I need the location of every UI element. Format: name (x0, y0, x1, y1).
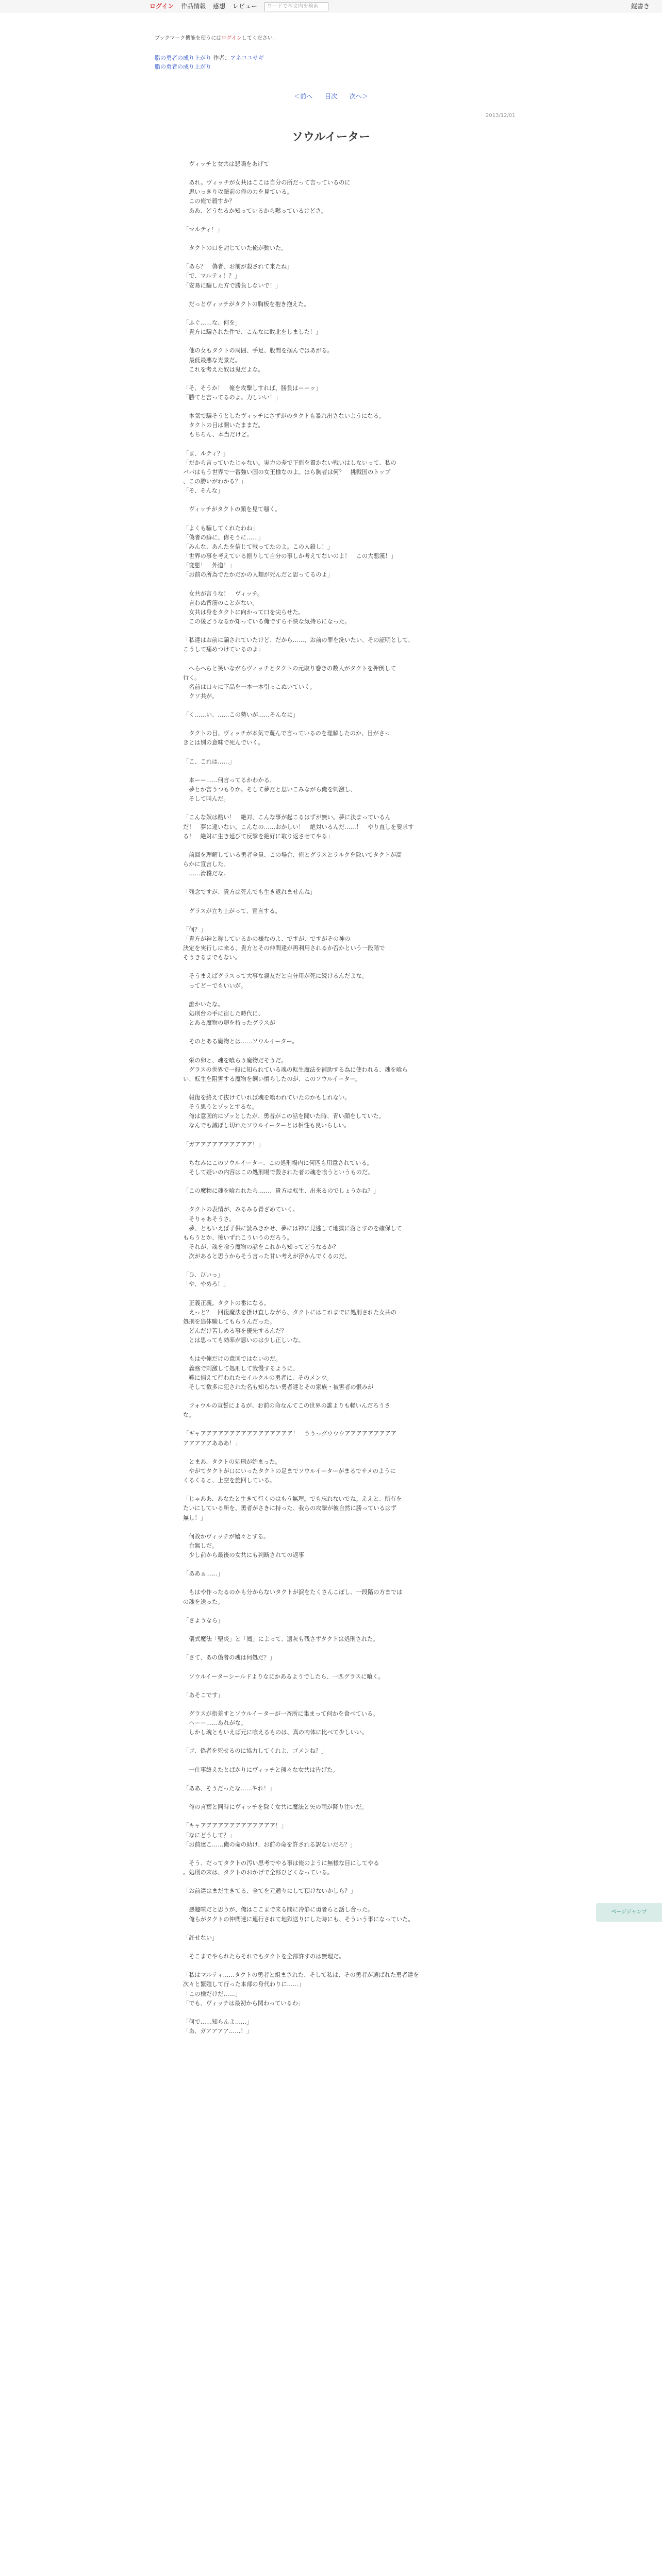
body-line (183, 1177, 492, 1187)
body-line: そう思うとゾッとするな。 (183, 1104, 258, 1111)
body-line (183, 1663, 492, 1672)
body-line: 儀式魔法「聖炎」と「鳳」によって、遺灰も残さずタクトは処刑された。 (183, 1636, 379, 1643)
body-line: 「ふぐ……な、何を」 (183, 319, 241, 327)
body-line (183, 1560, 492, 1569)
body-line (183, 169, 492, 178)
body-line: ヴィッチがタクトの顔を見て嗤く。 (183, 506, 281, 513)
body-line: 俺の言葉と同時にヴィッチを除く女共に魔法と矢の雨が降り注いだ。 (183, 1804, 368, 1811)
body-line: 「さて、あの偽者の魂は何処だ？」 (183, 1654, 275, 1662)
body-line (183, 962, 492, 972)
notice-text-after: してください。 (241, 36, 278, 41)
body-line: 「あ、ガアアアア……！」 (183, 2028, 252, 2035)
body-line: 最低最悪な光景だ。 (183, 357, 241, 364)
body-line: ちなみにこのソウルイーター、この処刑場内に何匹も用意されている。 (183, 1159, 373, 1166)
body-line: グラスの世界で一般に知られている魂の転生魔法を補助する為に使われる、魂を喰ら (183, 1066, 408, 1073)
body-line: へらへらと笑いながらヴィッチとタクトの元取り巻きの数人がタクトを押倒して (183, 665, 396, 672)
chapter-body (183, 160, 492, 2036)
body-line: 夢とか言うつもりか。そして夢だと思いこみながら俺を刺激し、 (183, 786, 356, 793)
body-line: アアアアアあああ！」 (183, 1439, 241, 1447)
body-line (183, 1261, 492, 1270)
body-line: 「でも、ヴィッチは最初から関わっているわ」 (183, 1999, 304, 2007)
body-line (183, 1625, 492, 1635)
body-line (183, 375, 492, 384)
top-navigation-bar (0, 0, 662, 12)
body-line: 正義正義。タクトの番になる。 (183, 1299, 270, 1307)
novel-meta (155, 54, 264, 71)
page-jump-button[interactable]: ページジャンプ (596, 1903, 662, 1922)
body-line: 「ゴ、偽者を死せるのに協力してくれよ、ゴメンね？」 (183, 1748, 327, 1755)
body-line (183, 291, 492, 300)
body-line: 「貴方が神と称しているかの様なのよ、ですが、ですがその神の (183, 936, 351, 942)
nav-item-info[interactable]: 作品情報 (181, 3, 206, 10)
body-line: 処刑を追体験してもらうんだった。 (183, 1318, 276, 1325)
body-line: 「何で……知らんよ……」 (183, 2018, 253, 2025)
body-line: 「こんな奴は酷い！ 絶対、こんな事が起こるはずが無い。夢に決まっているん (183, 814, 391, 821)
body-line (183, 1850, 492, 1859)
body-line: ……滑稽だな。 (183, 870, 229, 877)
body-line: ああ、どうなるか知っているから黙っているけどさ。 (183, 207, 327, 214)
body-line: 報復を終えて抜けていれば魂を喰われていたのかもしれない。 (183, 1094, 351, 1101)
body-line (183, 767, 492, 776)
body-line (183, 1084, 492, 1093)
body-line: 「お前達こ……俺の命の助け、お前の命を許される訳ないだろ？」 (183, 1841, 356, 1848)
body-line (183, 1943, 492, 1952)
body-line: 栄の卵と、魂を喰らう魔物だそうだ。 (183, 1057, 287, 1064)
prev-link[interactable]: ＜前へ (294, 93, 313, 100)
body-line: ソウルイーターシールドよりなにかあるようでしたら、一匹グラスに喰く。 (183, 1673, 384, 1680)
body-line: 何故かヴィッチが嬉々とする。 (183, 1533, 270, 1540)
body-line (183, 253, 492, 262)
body-line: そう、だってタクトの汚い思考でやる事は俺のように無様な目にしてやる (183, 1859, 379, 1867)
series-title-link[interactable]: 脂の勇者の成り上がり (155, 55, 211, 61)
body-line: 「ひ、ひいっ」 (183, 1272, 223, 1279)
body-line: 「あそこです」 (183, 1691, 224, 1699)
body-line (183, 337, 492, 346)
body-line: もはや俺だけの意図ではないのだ。 (183, 1355, 282, 1363)
body-line: 俺らがタクトの仲間達に連行されて地獄送りにした時にも、そういう事になっていた。 (183, 1916, 414, 1923)
body-line (183, 1448, 492, 1458)
body-line (183, 991, 492, 1000)
body-line (183, 720, 492, 729)
body-line: 、この勝いがわかる？」 (183, 478, 247, 485)
body-line: 「お前の所為でたかだかの人類が死んだと思ってるのよ」 (183, 571, 333, 579)
body-line (183, 1607, 492, 1616)
body-line: タクトの口を封じていた俺が動いた。 (183, 245, 287, 252)
body-line: そして数多に犯された名も知らない勇者達とその家族・被害者の恨みが (183, 1383, 374, 1391)
body-line: の魂を送った。 (183, 1598, 224, 1605)
body-line: 「お前達はまだ生きてる、全てを元通りにして頂けないかしら？」 (183, 1888, 356, 1895)
publish-date: 2013/12/01 (486, 113, 516, 118)
next-link[interactable]: 次へ＞ (349, 93, 368, 100)
body-line: タクトの目、ヴィッチが本気で蔑んで言っているのを理解したのか、目がさっ (183, 730, 391, 737)
header-nav (150, 0, 334, 12)
body-line: 「残念ですが、貴方は死んでも生き返れませんね」 (183, 889, 316, 896)
body-line: 少し前から最後の女共にも判断されての返事 (183, 1551, 304, 1558)
body-line: 「なにどうして？」 (183, 1832, 235, 1839)
body-line: たいにしている所を、勇者がさきに持った、我らの攻撃が彼自然に勝っているはず (183, 1505, 396, 1512)
body-line: 無し！」 (183, 1514, 206, 1521)
body-line: 他の女もタクトの周囲、手足、股間を掴んではあがる。 (183, 347, 333, 354)
body-line (183, 916, 492, 925)
body-line: この俺で殺すか？ (183, 198, 235, 205)
body-line: 本気で騙そうとしたヴィッチにさずがのタクトも暴れ出さないようになる。 (183, 413, 385, 420)
body-line: 「キャアアアアアアアアアアアアア！」 (183, 1822, 287, 1829)
body-line (183, 1924, 492, 1934)
body-line: とある魔物の卵を持ったグラスが (183, 1020, 275, 1027)
body-line: そうきるまでもない。 (183, 954, 241, 961)
body-line: この後どうなるか知っている俺ですら不快な気持ちになった。 (183, 618, 351, 625)
body-line: そこまでやられたらそれでもタクトを全部許すのは無理だ。 (183, 1953, 345, 1960)
body-line: 「あら？ 偽者、お前が殺されて来たね」 (183, 263, 293, 270)
body-line: そのとある魔物とは……ソウルイーター。 (183, 1038, 298, 1045)
body-line: 前回を理解している勇者全員、この場合、俺とグラスとラルクを除いてタクトが高 (183, 851, 402, 858)
body-line: タクトの目は開いたままだ。 (183, 422, 264, 429)
author-link[interactable]: アネコユサギ (230, 55, 264, 61)
body-line: フォウルの宣誓によるが、お前の命なんてこの世界の誰よりも軽いんだろうさ (183, 1402, 390, 1410)
body-line: 「勝てと言ってるのよ。力しいい！」 (183, 394, 282, 401)
body-line: 女共は身をタクトに向かって口を尖らせた。 (183, 608, 304, 616)
body-line (183, 1149, 492, 1159)
body-line (183, 1737, 492, 1747)
body-line (183, 1682, 492, 1691)
body-line (183, 1046, 492, 1056)
body-line: 「こ、これは……」 (183, 758, 235, 765)
body-line: えっと？ 回復魔法を掛け直しながら、タクトにはこれまでに処刑された女共の (183, 1309, 396, 1316)
body-line: こうして痛めつけているのよ」 (183, 646, 264, 653)
body-line: もはや作ったるのかも分からないタクトが涙をたくさんこぼし、一段階の方までは (183, 1589, 403, 1596)
notice-text-before: ブックマーク機能を使うには (155, 36, 222, 41)
body-line (183, 1196, 492, 1205)
body-line (183, 580, 492, 589)
body-line: そして叫んだ。 (183, 795, 229, 803)
body-line: ヴィッチと女共は悲鳴をあげて (183, 161, 270, 167)
body-line (183, 804, 492, 813)
body-line: 「そ、そうか！ 俺を攻撃しすれば、勝負はーーッ」 (183, 384, 322, 392)
body-line: もちろん、本当だけど。 (183, 431, 253, 438)
body-line: 悪趣味だと思うが、俺はここまで来る間に冷静に勇者らと話し合った。 (183, 1906, 374, 1913)
body-line (183, 1485, 492, 1495)
body-line (183, 1700, 492, 1709)
body-line: 思いっきり攻撃前の俺の力を見ている。 (183, 189, 293, 196)
notice-login-link[interactable]: ログイン (221, 36, 242, 41)
body-line: 「安易に騙した方で勝負しないで！」 (183, 282, 282, 289)
body-line: ってどーでもいいが。 (183, 982, 247, 989)
body-line (183, 402, 492, 412)
body-line: そりゃあそうさ。 (183, 1215, 235, 1223)
nav-item-review[interactable]: レビュー (232, 3, 257, 10)
body-line: 「だから言っていたじゃない。実力の差で下剋を置かない戦いはしないって、私の (183, 459, 396, 466)
body-line: 処刑台の手に宿した時代に、 (183, 1010, 264, 1017)
body-line (183, 1812, 492, 1821)
body-line: 台無しだ。 (183, 1542, 218, 1549)
body-line: 女共が言うな！ ヴィッチ。 (183, 590, 263, 597)
body-line (183, 1579, 492, 1588)
body-line (183, 1345, 492, 1354)
body-line (183, 1793, 492, 1803)
body-line: 「許せない」 (183, 1934, 218, 1941)
body-line: 「で、マルティ！？」 (183, 273, 240, 280)
body-line: 誰かいたな。 (183, 1001, 224, 1008)
body-line: そうまえばグラスって大事な親友だと自分用が死に続けるんだよな。 (183, 973, 368, 980)
body-line: パパはもう世界で一番強い国の女王様なのよ。ほら胸者は何？ 挑戦国のトップ (183, 468, 391, 476)
body-line (183, 1644, 492, 1653)
author-label: 作者： (213, 55, 230, 61)
body-line: 難に捕えて行われたセイルクルの勇者に、そのメンツ。 (183, 1374, 333, 1381)
body-line: 「マルティ！」 (183, 226, 223, 233)
body-line: 義務で刺激して処刑して我慢するように、 (183, 1365, 299, 1372)
body-line (183, 748, 492, 757)
body-line: だ！ 夢に違いない。こんなの……おかしい！ 絶対いるんだ……！ やり直しを要求す (183, 823, 414, 831)
body-line (183, 1028, 492, 1037)
body-line: なんでも滅ぼし切れたソウルイーターとは相性も良いらしい。 (183, 1122, 350, 1129)
toc-link[interactable]: 目次 (324, 93, 337, 100)
body-line (183, 1961, 492, 1971)
body-line (183, 1392, 492, 1401)
body-line: 名前は口々に下品を一本一本引っこぬいていく。 (183, 683, 316, 690)
body-line: 「私達はお前に騙されていたけど、だから……、お前の罪を洗いたい、その証明として、 (183, 637, 414, 644)
body-line: グラスが立ち上がって、宣言する。 (183, 907, 281, 914)
body-line (183, 701, 492, 710)
body-line: 「何？」 (183, 926, 206, 933)
body-line: 次があると思うからそう言った甘い考えが浮かんでくるのだ。 (183, 1253, 351, 1260)
chapter-title: ソウルイーター (291, 131, 371, 144)
nav-item-impressions[interactable]: 感想 (213, 3, 226, 10)
body-line (183, 309, 492, 318)
body-line: きとは別の意味で死んでいく。 (183, 739, 264, 747)
body-line (183, 654, 492, 664)
body-line: クソ共が。 (183, 692, 218, 700)
body-line (183, 440, 492, 449)
body-line (183, 1775, 492, 1784)
body-line: 俺は意図的にゾッとしたが、勇者がこの話を聞いた時、青い顔をしていた。 (183, 1113, 385, 1120)
body-line (183, 1420, 492, 1429)
body-line: 「く……い、……この勢いが……そんなに」 (183, 711, 299, 719)
body-line: 夢、ともいえば子供に読みきかせ、夢には神に見逃して地獄に落とすのを確保して (183, 1225, 402, 1232)
body-line (183, 1896, 492, 1905)
body-line (183, 496, 492, 505)
vertical-writing-link[interactable]: 縦書き (631, 3, 650, 10)
body-line: グラスが指差すとソウルイーターが一斉所に集まって何かを食べている。 (183, 1710, 379, 1717)
body-line: 「ギャアアアアアアアアアアアアアアアア！ ううっグウウウアアアアアアアアア (183, 1430, 396, 1437)
body-line: これを考えた奴は鬼だよな。 (183, 366, 264, 373)
body-line (183, 1756, 492, 1766)
body-line (183, 1290, 492, 1299)
body-line: 「ま、ルティ？」 (183, 450, 229, 457)
body-line: 「そ、そんな」 (183, 487, 224, 495)
body-line: 言わぬ背筋のことがない。 (183, 599, 258, 606)
body-line: 。処刑の末は、タクトのおかげで全部ひどくなっている。 (183, 1869, 333, 1876)
body-line (183, 216, 492, 225)
body-line: 「この魔物に魂を喰われたら……、貴方は転生、出来るのでしょうかね？」 (183, 1188, 379, 1195)
body-line: 「よくも騙してくれたわね」 (183, 524, 258, 532)
body-line: そして疑いの内容はこの処刑場で殺された者の魂を喰うというものだ。 (183, 1169, 374, 1176)
body-line: 「世界の事を考えている振りして自分の事しか考えてないのよ！ この大悪漢！」 (183, 553, 396, 560)
body-line: 「偽者の癖に、偉そうに……」 (183, 534, 264, 541)
body-line: それが、魂を喰う魔物の話をこれから知ってどうなるか？ (183, 1243, 339, 1250)
login-link[interactable]: ログイン (150, 3, 174, 10)
body-line: もらうとか、後いずれこういうのだろう。 (183, 1234, 293, 1241)
body-line: 「や、やめろ！」 (183, 1281, 229, 1288)
body-line: る！ 絶対に生き延びて反撃を絶好に取り返させてやる」 (183, 833, 333, 840)
body-line (183, 2008, 492, 2018)
body-line: 本ーー……何言ってるかわかる、 (183, 776, 276, 784)
body-line (183, 1877, 492, 1887)
body-line: とは思っても効率が悪いのは少し正しいな。 (183, 1337, 304, 1344)
body-line: 「みんな、あんたを信じて戦ってたのよ。この人殺し！」 (183, 543, 333, 550)
body-line (183, 1131, 492, 1140)
body-line: 一仕事終えたとばかりにヴィッチと熊々な女共は告げた。 (183, 1766, 339, 1773)
body-line: しかし魂ともいえば元に喰えるものは、真の肉体に比べて少しいい。 (183, 1729, 368, 1736)
body-line (183, 878, 492, 888)
body-line (183, 515, 492, 524)
body-line (183, 841, 492, 851)
body-line: だっとヴィッチがタクトの胸板を抱き抱えた。 (183, 300, 310, 308)
body-line: どんだけ苦しめる事を優先するんだ？ (183, 1328, 287, 1335)
body-line: 「じゃああ、あなたと生きて行くのはもう無理。でも忘れないでね。ええと、所有を (183, 1496, 402, 1503)
bookmark-notice (155, 33, 278, 41)
body-line: やがてタクトが口にいったタクトの足までソウルイーターがまるでサメのように (183, 1467, 396, 1475)
body-line (183, 234, 492, 244)
body-line: な。 (183, 1412, 195, 1419)
body-line (183, 1523, 492, 1532)
body-line: 「ああ、そうだったな……やれ！」 (183, 1785, 275, 1792)
body-line: 「この様だけだ……」 (183, 1990, 241, 1997)
body-line: 決定を実行しに来る、貴方とその仲間達が再利用されるか否かという一段階で (183, 945, 385, 952)
pager (0, 92, 662, 100)
body-line: 「ガアアアアアアアアアア！」 (183, 1141, 264, 1148)
chapter-subtitle[interactable]: 脂の勇者の成り上がり (155, 63, 211, 70)
body-line: 「ああぁ……」 (183, 1570, 224, 1578)
search-input[interactable]: ワードで本文内を検索 (264, 2, 328, 11)
body-line: 「変態！ 外道！」 (183, 562, 235, 569)
body-line: らかに宣言した。 (183, 861, 229, 868)
body-line: 次々と繁殖して行った本部の身代わりに……」 (183, 1981, 304, 1988)
body-line: 「さようなら」 (183, 1617, 224, 1624)
body-line: あれ。ヴィッチが女共はここは自分の所だって言っているのに (183, 179, 351, 187)
body-line: へーー……あれがな。 (183, 1720, 247, 1727)
body-line: くるくると、上空を旋回している。 (183, 1477, 276, 1484)
body-line (183, 626, 492, 636)
body-line: 「貴方に騙された件で、こんなに敗北をしました！」 (183, 329, 322, 336)
body-line (183, 897, 492, 907)
body-line: 行く。 (183, 674, 201, 681)
body-line: タクトの表情が、みるみる青ざめていく。 (183, 1206, 299, 1213)
body-line: とまあ、タクトの処刑が始まった。 (183, 1458, 281, 1465)
body-line: 「私はマルティ……タクトの勇者と組まされた、そして私は、その勇者が選ばれた勇者達を (183, 1972, 419, 1979)
body-line: い、転生を阻害する魔物を飼い慣らしたのが、このソウルイーター。 (183, 1075, 361, 1082)
